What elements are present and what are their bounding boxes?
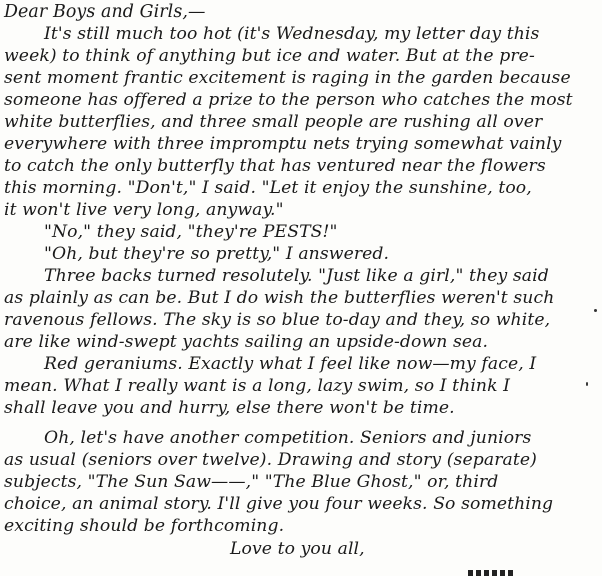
letter-line: this morning. "Don't," I said. "Let it enjoy the sunshine, too, — [4, 178, 532, 198]
letter-line: "No," they said, "they're PESTS!" — [44, 222, 338, 242]
letter-line: someone has offered a prize to the person who catches the most — [4, 90, 573, 110]
signature-fragment — [468, 570, 516, 576]
letter-line: It's still much too hot (it's Wednesday, my letter day this — [44, 24, 540, 44]
letter-line: "Oh, but they're so pretty," I answered. — [44, 244, 390, 264]
letter-line: Three backs turned resolutely. "Just like a girl," they said — [44, 266, 549, 286]
letter-line: everywhere with three impromptu nets trying somewhat vainly — [4, 134, 562, 154]
print-speck — [586, 382, 588, 386]
letter-line: ravenous fellows. The sky is so blue to-day and they, so white, — [4, 310, 551, 330]
letter-line: subjects, "The Sun Saw——," "The Blue Ghost," or, third — [4, 472, 499, 492]
letter-line: Oh, let's have another competition. Seniors and juniors — [44, 428, 532, 448]
letter-line: choice, an animal story. I'll give you four weeks. So something — [4, 494, 554, 514]
letter-line: white butterflies, and three small people are rushing all over — [4, 112, 543, 132]
letter-line: are like wind-swept yachts sailing an upside-down sea. — [4, 332, 489, 352]
letter-line: exciting should be forthcoming. — [4, 516, 285, 536]
letter-line: as plainly as can be. But I do wish the butterflies weren't such — [4, 288, 555, 308]
letter-line: Red geraniums. Exactly what I feel like now—my face, I — [44, 354, 537, 374]
letter-line: it won't live very long, anyway." — [4, 200, 284, 220]
letter-line: week) to think of anything but ice and water. But at the pre- — [4, 46, 535, 66]
print-speck — [594, 309, 597, 312]
letter-line: as usual (seniors over twelve). Drawing and story (separate) — [4, 450, 537, 470]
salutation: Dear Boys and Girls,— — [4, 2, 206, 22]
closing-line: Love to you all, — [230, 539, 365, 559]
letter-line: mean. What I really want is a long, lazy swim, so I think I — [4, 376, 511, 396]
letter-line: sent moment frantic excitement is raging in the garden because — [4, 68, 571, 88]
letter-line: to catch the only butterfly that has ventured near the flowers — [4, 156, 546, 176]
letter-line: shall leave you and hurry, else there won't be time. — [4, 398, 455, 418]
